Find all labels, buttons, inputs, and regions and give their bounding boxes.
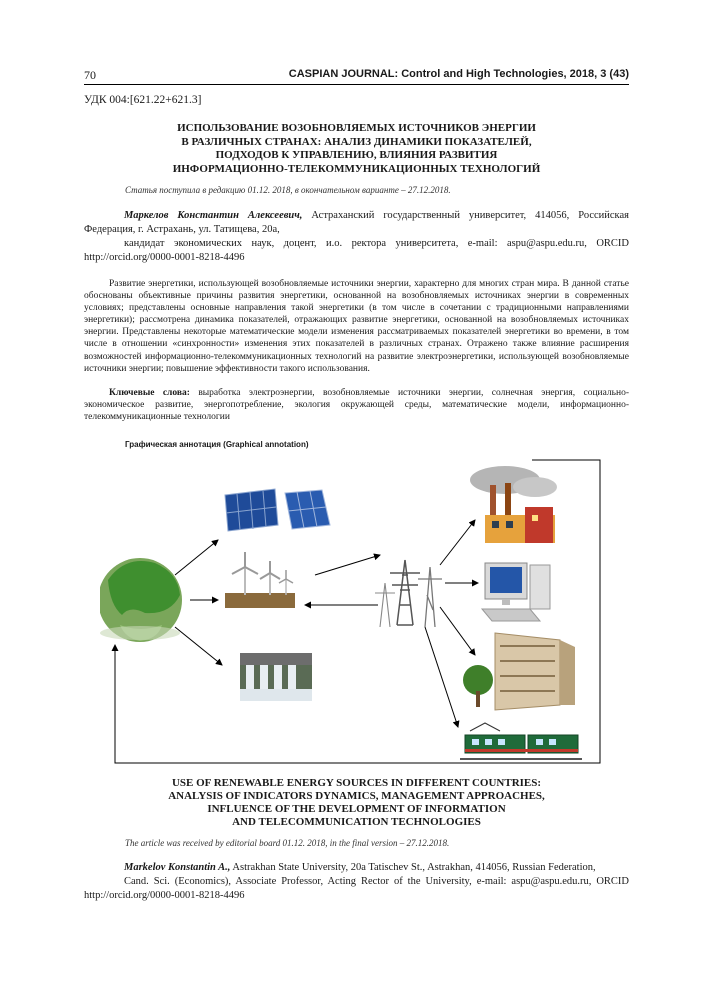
- author-block-en: [84, 861, 629, 903]
- computer-icon: [482, 563, 550, 621]
- running-header: [84, 68, 629, 82]
- title-line: ПОДХОДОВ К УПРАВЛЕНИЮ, ВЛИЯНИЯ РАЗВИТИЯ: [215, 149, 498, 161]
- english-title: [84, 777, 629, 829]
- title-line: INFLUENCE OF THE DEVELOPMENT OF INFORMATION: [207, 803, 506, 815]
- author-block-ru: [84, 209, 629, 265]
- factory-icon: [470, 466, 557, 543]
- globe-icon: [100, 558, 182, 642]
- received-date-en: The article was received by editorial board 01.12. 2018, in the final version – 27.12.2018.: [125, 838, 450, 848]
- wind-turbines-icon: [225, 552, 295, 608]
- author-name: Markelov Konstantin A.,: [124, 862, 231, 873]
- russian-title: [84, 122, 629, 176]
- keywords-label: Ключевые слова:: [109, 388, 190, 398]
- journal-title: CASPIAN JOURNAL: Control and High Technologies, 2018, 3 (43): [288, 68, 629, 80]
- graphical-abstract-figure: [100, 455, 620, 765]
- keywords-text: выработка электроэнергии, возобновляемые источники энергии, солнечная энергия, социально-экономическое развитие, энергопотребление, экология окружающей среды, математические модели, информационно-телекоммуникационные технологии: [84, 388, 629, 423]
- title-line: AND TELECOMMUNICATION TECHNOLOGIES: [232, 816, 481, 828]
- hydro-dam-icon: [240, 653, 312, 701]
- author-position: кандидат экономических наук, доцент, и.о. ректора университета, e-mail: aspu@aspu.edu.ru, ORCID http://orcid.org/0000-0001-8218-4496: [84, 238, 629, 263]
- building-icon: [463, 633, 575, 710]
- title-line: ANALYSIS OF INDICATORS DYNAMICS, MANAGEMENT APPROACHES,: [168, 790, 545, 802]
- author-affiliation: Астраханский государственный университет, 414056, Российская Федерация, г. Астрахань, ул. Татищева, 20а,: [84, 210, 629, 235]
- graphical-abstract-caption: Графическая аннотация (Graphical annotation): [125, 440, 309, 449]
- title-line: ИСПОЛЬЗОВАНИЕ ВОЗОБНОВЛЯЕМЫХ ИСТОЧНИКОВ ЭНЕРГИИ: [177, 122, 536, 134]
- title-line: В РАЗЛИЧНЫХ СТРАНАХ: АНАЛИЗ ДИНАМИКИ ПОКАЗАТЕЛЕЙ,: [181, 135, 532, 148]
- author-position: Cand. Sci. (Economics), Associate Professor, Acting Rector of the University, e-mail: aspu@aspu.edu.ru, ORCID http://orcid.org/0000-0001-8218-4496: [84, 876, 629, 901]
- keywords-ru: [84, 387, 629, 423]
- page-number: 70: [84, 68, 96, 82]
- title-line: USE OF RENEWABLE ENERGY SOURCES IN DIFFERENT COUNTRIES:: [171, 777, 542, 789]
- abstract-ru: Развитие энергетики, использующей возобновляемые источники энергии, характерно для многих стран мира. В данной статье обоснованы объективные причины развития энергетики, основанной на возобновляемых источниках энергии в современных условиях; представлены основные направления такой энергетики (в том числе в сочетании с традиционными направлениями энергетики); рассмотрена динамика показателей, отражающих развитие энергетики, основанной на возобновляемых источниках энергии. Представлены некоторые математические модели изменения рассматриваемых показателей энергетики во времени, в том числе в отношении «синхронности» изменения этих показателей в различных странах. Отражено также влияние расширения возможностей информационно-телекоммуникационных технологий на развитие электроэнергетики, использующей возобновляемые источники энергии; повышение эффективности такого использования.: [84, 279, 629, 374]
- header-rule: [84, 84, 629, 85]
- power-tower-icon: [375, 560, 442, 627]
- solar-panels-icon: [225, 489, 330, 531]
- author-affiliation: Astrakhan State University, 20a Tatischev St., Astrakhan, 414056, Russian Federation,: [230, 862, 596, 873]
- train-icon: [460, 723, 582, 759]
- udc-code: УДК 004:[621.22+621.3]: [84, 94, 202, 106]
- title-line: ИНФОРМАЦИОННО-ТЕЛЕКОММУНИКАЦИОННЫХ ТЕХНОЛОГИЙ: [172, 162, 541, 175]
- author-name: Маркелов Константин Алексеевич,: [124, 210, 303, 221]
- received-date-ru: Статья поступила в редакцию 01.12. 2018, в окончательном варианте – 27.12.2018.: [125, 185, 451, 195]
